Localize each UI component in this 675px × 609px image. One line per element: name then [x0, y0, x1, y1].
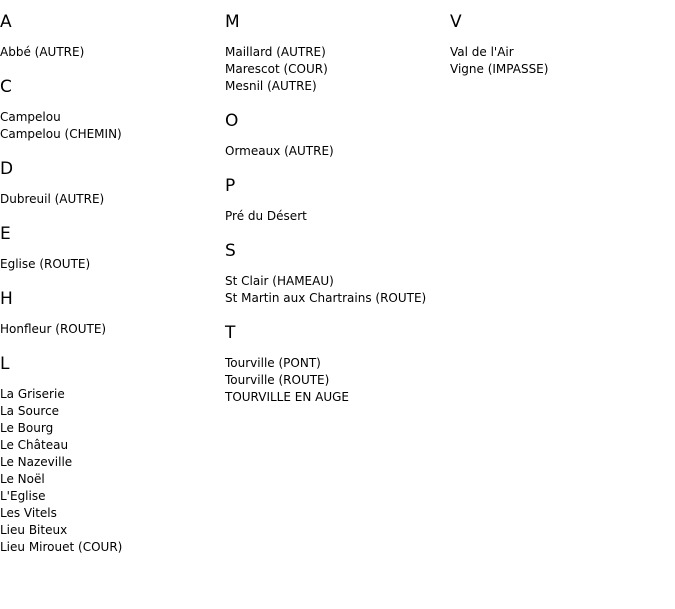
entry-list [0, 191, 225, 208]
street-entry-link[interactable]: Mesnil (AUTRE) [225, 79, 317, 93]
street-entry-link[interactable]: Le Noël [0, 472, 45, 486]
letter-section [0, 12, 225, 61]
index-column [0, 0, 225, 556]
letter-section [225, 241, 450, 307]
section-letter-heading: C [0, 77, 12, 97]
letter-section [0, 354, 225, 556]
section-letter-heading: H [0, 289, 13, 309]
street-entry-link[interactable]: St Clair (HAMEAU) [225, 274, 334, 288]
street-entry-link[interactable]: Maillard (AUTRE) [225, 45, 326, 59]
street-entry-link[interactable]: Lieu Biteux [0, 523, 68, 537]
entry-list [225, 355, 450, 406]
street-entry-link[interactable]: Campelou [0, 110, 61, 124]
letter-section [0, 224, 225, 273]
street-entry-link[interactable]: St Martin aux Chartrains (ROUTE) [225, 291, 427, 305]
section-letter-heading: S [225, 241, 236, 261]
street-entry-link[interactable]: Vigne (IMPASSE) [450, 62, 549, 76]
entry-list [450, 44, 675, 78]
street-entry-link[interactable]: Tourville (PONT) [225, 356, 321, 370]
index-column [225, 0, 450, 406]
street-entry-link[interactable]: Val de l'Air [450, 45, 514, 59]
street-entry-link[interactable]: Marescot (COUR) [225, 62, 328, 76]
letter-section [225, 323, 450, 406]
street-entry-link[interactable]: Abbé (AUTRE) [0, 45, 85, 59]
section-letter-heading: D [0, 159, 14, 179]
entry-list [225, 143, 450, 160]
street-entry-link[interactable]: TOURVILLE EN AUGE [225, 390, 350, 404]
street-entry-link[interactable]: Eglise (ROUTE) [0, 257, 91, 271]
entry-list [0, 321, 225, 338]
street-entry-link[interactable]: Les Vitels [0, 506, 57, 520]
street-entry-link[interactable]: Pré du Désert [225, 209, 307, 223]
entry-list [0, 256, 225, 273]
street-entry-link[interactable]: Campelou (CHEMIN) [0, 127, 122, 141]
entry-list [0, 44, 225, 61]
section-letter-heading: E [0, 224, 11, 244]
section-letter-heading: A [0, 12, 12, 32]
street-entry-link[interactable]: Tourville (ROUTE) [225, 373, 330, 387]
street-entry-link[interactable]: Le Château [0, 438, 69, 452]
entry-list [0, 386, 225, 556]
street-entry-link[interactable]: Le Nazeville [0, 455, 73, 469]
letter-section [0, 159, 225, 208]
section-letter-heading: T [225, 323, 236, 343]
street-entry-link[interactable]: Ormeaux (AUTRE) [225, 144, 334, 158]
street-entry-link[interactable]: L'Eglise [0, 489, 46, 503]
letter-section [225, 111, 450, 160]
index-column [450, 0, 675, 78]
letter-section [0, 77, 225, 143]
street-entry-link[interactable]: La Source [0, 404, 60, 418]
letter-section [450, 12, 675, 78]
street-entry-link[interactable]: Dubreuil (AUTRE) [0, 192, 105, 206]
street-entry-link[interactable]: Lieu Mirouet (COUR) [0, 540, 123, 554]
letter-section [225, 12, 450, 95]
section-letter-heading: V [450, 12, 462, 32]
letter-section [0, 289, 225, 338]
street-entry-link[interactable]: Le Bourg [0, 421, 54, 435]
letter-section [225, 176, 450, 225]
section-letter-heading: O [225, 111, 239, 131]
entry-list [0, 109, 225, 143]
section-letter-heading: P [225, 176, 236, 196]
entry-list [225, 208, 450, 225]
section-letter-heading: L [0, 354, 10, 374]
street-entry-link[interactable]: La Griserie [0, 387, 65, 401]
entry-list [225, 44, 450, 95]
section-letter-heading: M [225, 12, 240, 32]
entry-list [225, 273, 450, 307]
street-entry-link[interactable]: Honfleur (ROUTE) [0, 322, 107, 336]
